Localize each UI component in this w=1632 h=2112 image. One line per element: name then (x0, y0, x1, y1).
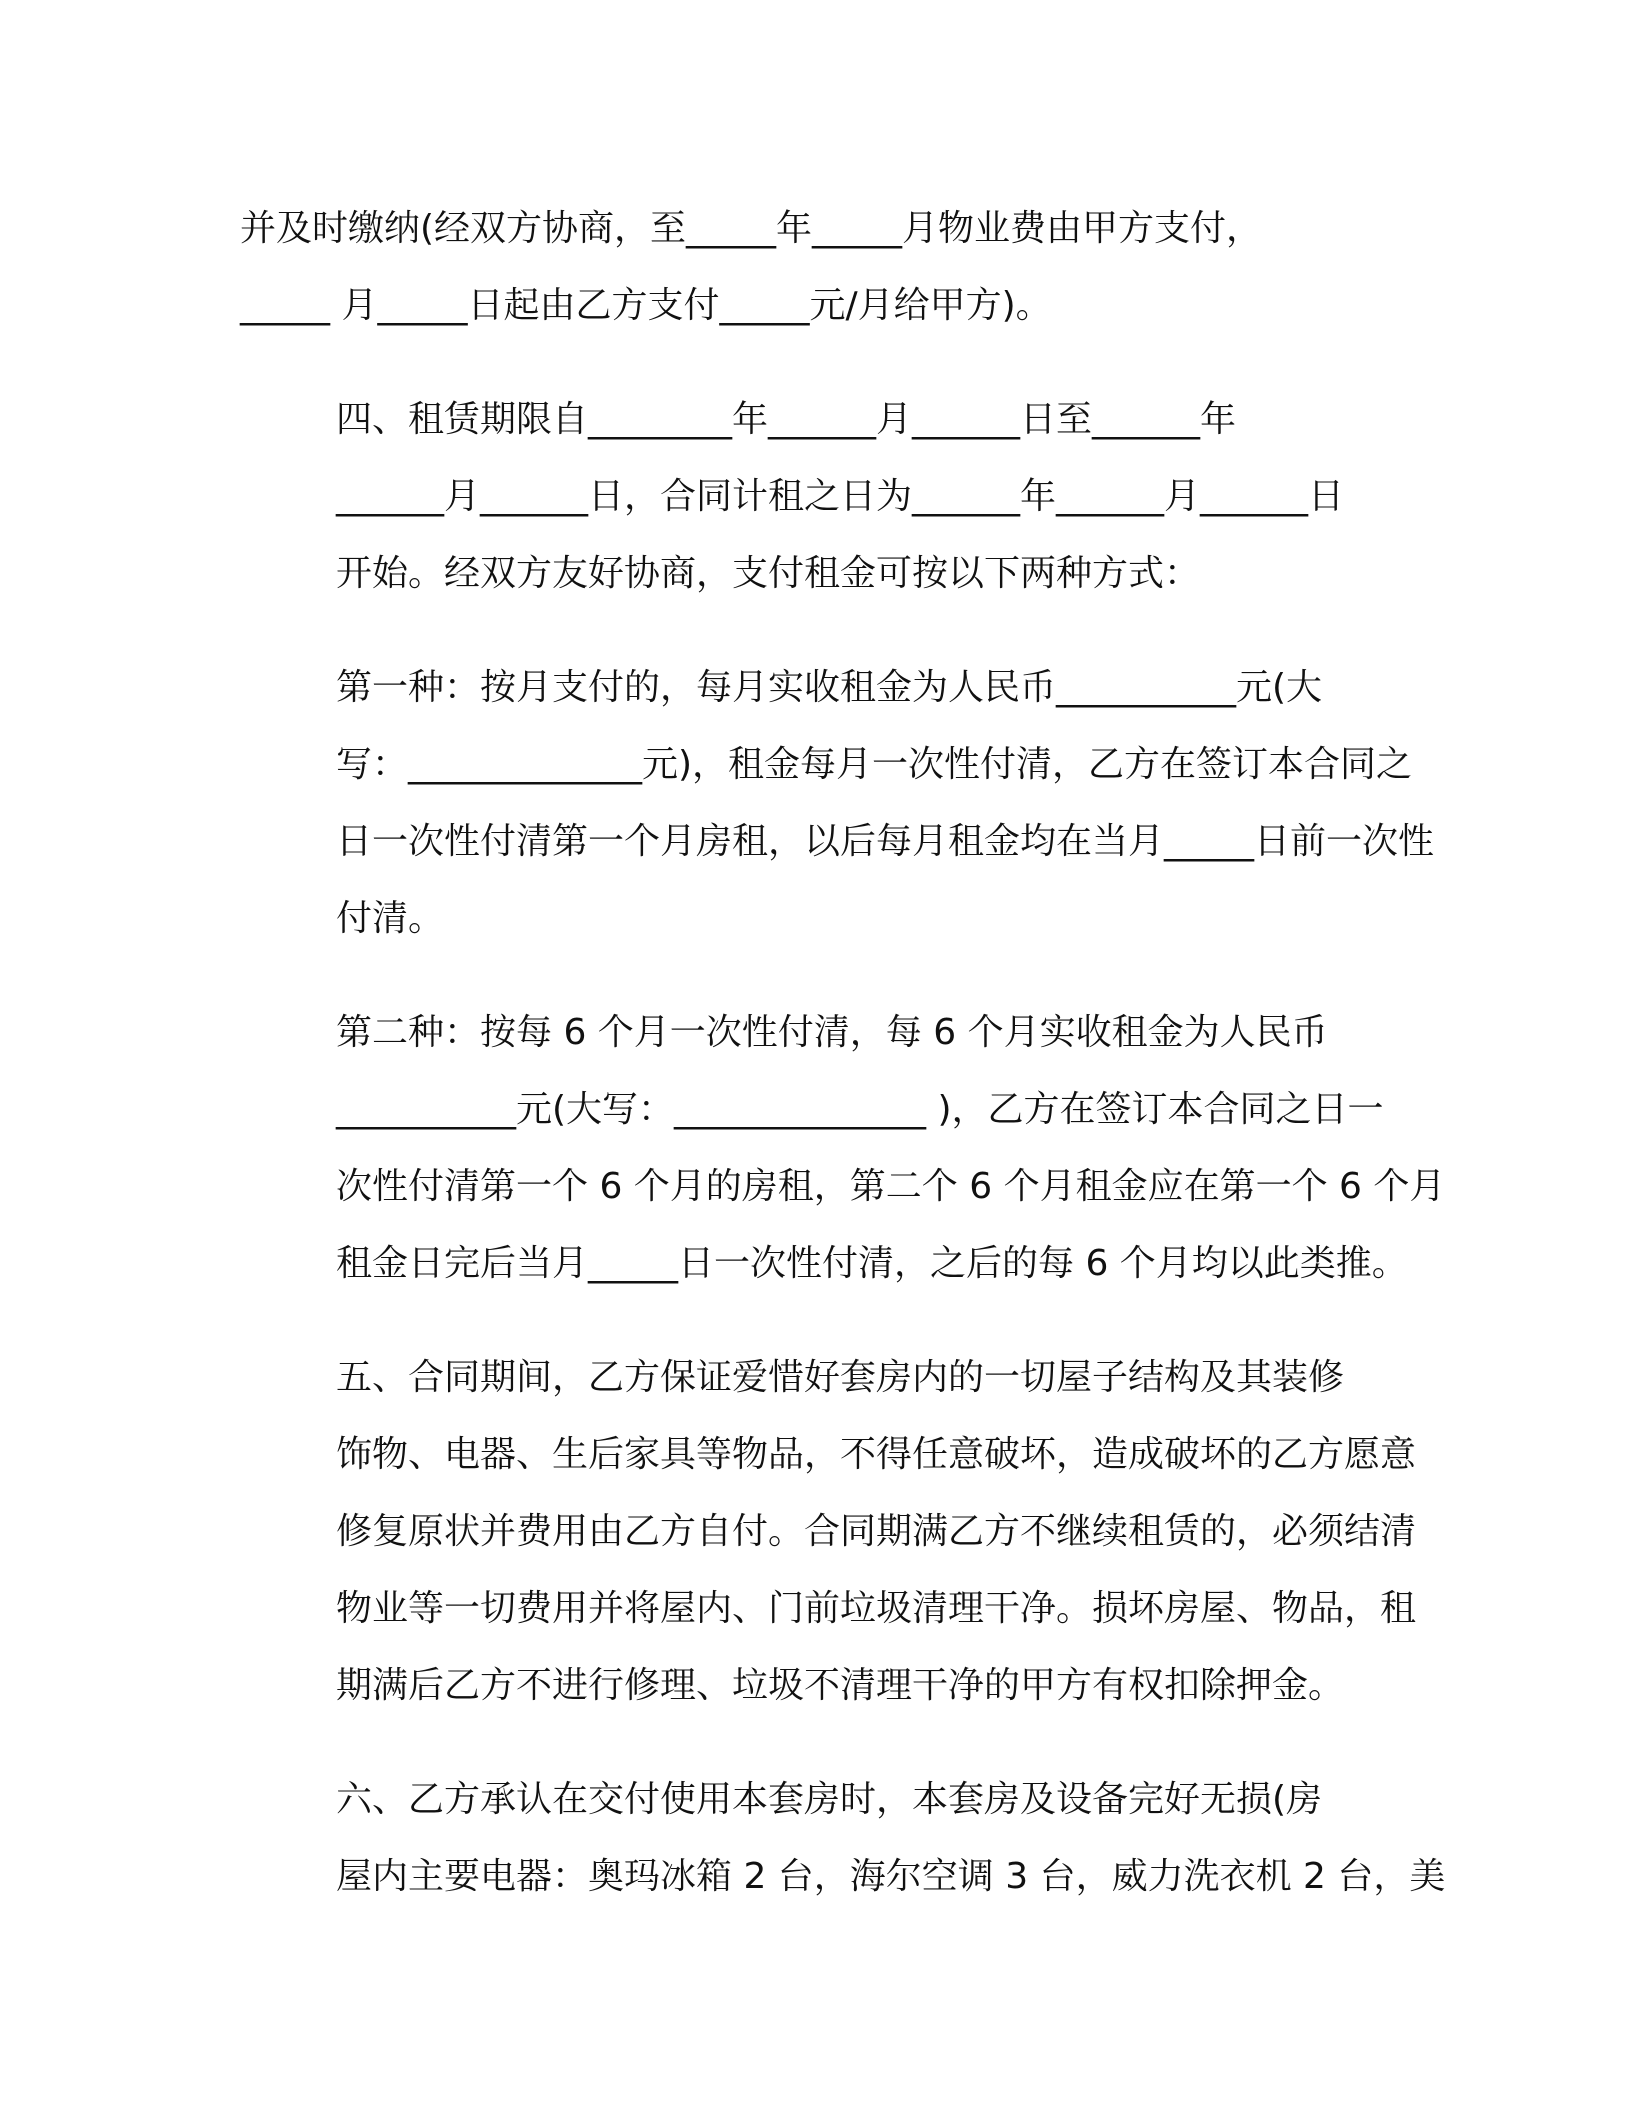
text-line: 写：_____________元)，租金每月一次性付清，乙方在签订本合同之 (336, 744, 1413, 785)
text-line: 五、合同期间，乙方保证爱惜好套房内的一切屋子结构及其装修 (336, 1357, 1345, 1398)
paragraph-payment-option-1 (240, 649, 1435, 957)
paragraph-maintenance (240, 1339, 1417, 1724)
text-line: _____ 月_____日起由乙方支付_____元/月给甲方)。 (240, 285, 1052, 326)
paragraph-handover (240, 1761, 1446, 1915)
text-line: 日一次性付清第一个月房租，以后每月租金均在当月_____日前一次性 (336, 821, 1435, 862)
text-line: 付清。 (336, 898, 445, 939)
paragraph-lease-term (240, 381, 1390, 612)
text-line: 并及时缴纳(经双方协商，至_____年_____月物业费由甲方支付， (240, 208, 1263, 249)
paragraph-payment-option-2 (240, 994, 1446, 1302)
text-line: 开始。经双方友好协商，支付租金可按以下两种方式： (336, 553, 1201, 594)
text-line: 屋内主要电器：奥玛冰箱 2 台，海尔空调 3 台，威力洗衣机 2 台，美 (336, 1856, 1446, 1897)
text-line: 次性付清第一个 6 个月的房租，第二个 6 个月租金应在第一个 6 个月 (336, 1166, 1446, 1207)
text-line: 租金日完后当月_____日一次性付清，之后的每 6 个月均以此类推。 (336, 1243, 1408, 1284)
text-line: ______月______日，合同计租之日为______年______月______日 (336, 476, 1345, 517)
text-line: 四、租赁期限自________年______月______日至______年 (336, 399, 1237, 440)
text-line: 第二种：按每 6 个月一次性付清，每 6 个月实收租金为人民币 (336, 1012, 1328, 1053)
text-line: 物业等一切费用并将屋内、门前垃圾清理干净。损坏房屋、物品，租 (336, 1588, 1417, 1629)
text-line: 六、乙方承认在交付使用本套房时，本套房及设备完好无损(房 (336, 1779, 1323, 1820)
text-line: 第一种：按月支付的，每月实收租金为人民币__________元(大 (336, 667, 1323, 708)
paragraph-property-fee (240, 190, 1390, 344)
text-line: 期满后乙方不进行修理、垃圾不清理干净的甲方有权扣除押金。 (336, 1665, 1345, 1706)
text-line: __________元(大写：______________ )，乙方在签订本合同之日一 (336, 1089, 1384, 1130)
text-line: 饰物、电器、生后家具等物品，不得任意破坏，造成破坏的乙方愿意 (336, 1434, 1417, 1475)
document-body (240, 190, 1446, 1952)
text-line: 修复原状并费用由乙方自付。合同期满乙方不继续租赁的，必须结清 (336, 1511, 1417, 1552)
